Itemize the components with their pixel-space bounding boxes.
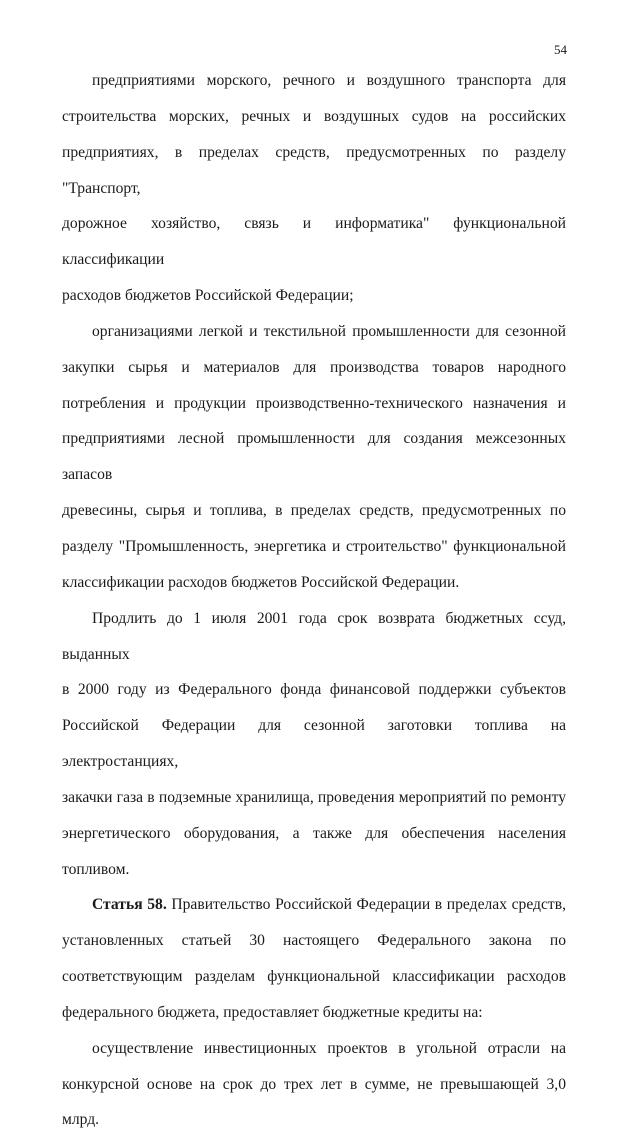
text-line: в 2000 году из Федерального фонда финансовой поддержки субъектов <box>62 681 566 699</box>
text-line: федерального бюджета, предоставляет бюджетные кредиты на: <box>62 1003 483 1021</box>
text-line: соответствующим разделам функциональной классификации расходов <box>62 968 566 986</box>
text-line: Продлить до 1 июля 2001 года срок возврата бюджетных ссуд, выданных <box>62 609 566 663</box>
text-line: предприятиями морского, речного и воздушного транспорта для <box>92 72 566 89</box>
text-span: Правительство Российской Федерации в пределах средств, <box>166 896 566 914</box>
paragraph-light-industry <box>62 314 566 601</box>
text-line: строительства морских, речных и воздушных судов на российских <box>62 107 566 125</box>
text-line: закупки сырья и материалов для производства товаров народного <box>62 358 566 376</box>
text-line: разделу "Промышленность, энергетика и строительство" функциональной <box>62 537 566 555</box>
text-line: энергетического оборудования, а также для обеспечения населения топливом. <box>62 824 566 878</box>
text-line: осуществление инвестиционных проектов в угольной отрасли на <box>92 1039 566 1057</box>
text-line: дорожное хозяйство, связь и информатика" функциональной классификации <box>62 215 566 269</box>
paragraph-transport <box>62 63 566 314</box>
text-line: конкурсной основе на срок до трех лет в сумме, не превышающей 3,0 млрд. <box>62 1075 566 1129</box>
text-line: древесины, сырья и топлива, в пределах средств, предусмотренных по <box>62 502 566 520</box>
page-number: 54 <box>554 42 567 57</box>
text-line: расходов бюджетов Российской Федерации; <box>62 287 354 305</box>
text-line <box>62 887 566 923</box>
text-line: организациями легкой и текстильной промышленности для сезонной <box>92 322 566 340</box>
text-line: классификации расходов бюджетов Российской Федерации. <box>62 573 460 591</box>
document-body <box>62 63 566 1138</box>
text-line: Российской Федерации для сезонной заготовки топлива на электростанциях, <box>62 717 566 771</box>
text-line: потребления и продукции производственно-технического назначения и <box>62 394 566 412</box>
text-line: предприятиями лесной промышленности для создания межсезонных запасов <box>62 430 566 484</box>
paragraph-article-58 <box>62 887 566 1030</box>
text-line: предприятиях, в пределах средств, предусмотренных по разделу "Транспорт, <box>62 143 566 197</box>
article-label: Статья 58. <box>92 896 167 914</box>
paragraph-loan-extension <box>62 601 566 888</box>
text-line: закачки газа в подземные хранилища, проведения мероприятий по ремонту <box>62 788 566 806</box>
paragraph-coal-investment <box>62 1031 566 1138</box>
text-line: установленных статьей 30 настоящего Федерального закона по <box>62 932 566 950</box>
